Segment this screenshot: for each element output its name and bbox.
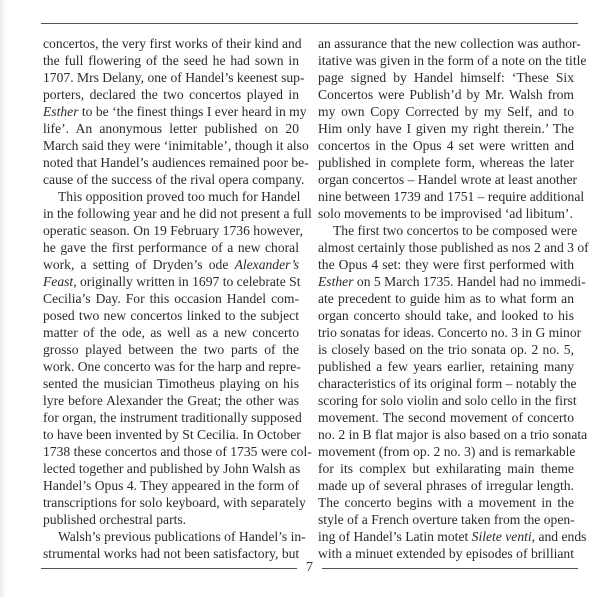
footer-rule-right [322, 568, 578, 569]
text-line: concertos in the Opus 4 set were written and [318, 138, 574, 153]
text-line: The concerto begins with a movement in the [318, 495, 574, 510]
right-column [318, 35, 589, 562]
text-line: grosso played between the two parts of the [43, 342, 299, 357]
text-line: page signed by Handel himself: ‘These Six [318, 70, 574, 85]
text-line: published in complete form, whereas the later [318, 155, 574, 170]
text-line: sented the musician Timotheus playing on his [43, 376, 299, 391]
text-line: solo movements to be improvised ‘ad libitum’. [318, 206, 573, 221]
page-edge-shadow [0, 0, 6, 597]
text-line: lected together and published by John Walsh as [43, 461, 301, 476]
text-line: ate precedent to guide him as to what form an [318, 291, 574, 306]
text-line: strumental works had not been satisfactory, but [43, 546, 300, 561]
page-number: 7 [306, 560, 313, 575]
text-line: Him only have I given my right therein.’ The [318, 121, 574, 136]
text-line: style of a French overture taken from the open- [318, 512, 575, 527]
text-line: Cecilia’s Day. For this occasion Handel com- [43, 291, 299, 306]
text-line: posed two new concertos linked to the subject [43, 308, 299, 323]
text-line: an assurance that the new collection was author- [318, 36, 581, 51]
text-line: Esther to be ‘the finest things I ever heard in my [43, 104, 307, 119]
left-column [43, 35, 312, 562]
text-line: in the following year and he did not present a full [43, 206, 312, 221]
text-line: ing of Handel’s Latin motet Silete venti, and ends [318, 529, 587, 544]
text-line: Handel’s Opus 4. They appeared in the form of [43, 478, 300, 493]
text-line: to have been invented by St Cecilia. In October [43, 427, 301, 442]
text-line: work. One concerto was for the harp and repre- [43, 359, 301, 374]
text-line: nine between 1739 and 1751 – require additional [318, 189, 585, 204]
text-line: my own Copy Corrected by my Self, and to [318, 104, 574, 119]
right-paragraph-2 [318, 222, 589, 562]
text-line: Concertos were Publish’d by Mr. Walsh from [318, 87, 574, 102]
text-line: almost certainly those published as nos 2 and 3 of [318, 240, 589, 255]
text-line: organ concertos – Handel wrote at least another [318, 172, 578, 187]
text-line: for its complex but exhilarating main theme [318, 461, 574, 476]
left-paragraph-1 [43, 35, 309, 188]
text-line: 1707. Mrs Delany, one of Handel’s keenest sup- [43, 70, 305, 85]
text-line: with a minuet extended by episodes of brilliant [318, 546, 574, 561]
text-line: noted that Handel’s audiences remained poor be- [43, 155, 309, 170]
text-line: organ concerto should take, and looked to his [318, 308, 574, 323]
text-line: published orchestral parts. [43, 512, 187, 527]
text-line: March said they were ‘inimitable’, though it also [43, 138, 309, 153]
text-line: characteristics of its original form – notably the [318, 376, 577, 391]
text-line: lyre before Alexander the Great; the other was [43, 393, 299, 408]
text-line: is closely based on the trio sonata op. 2 no. 5, [318, 342, 574, 357]
text-line: concertos, the very first works of their kind and [43, 36, 302, 51]
text-line: The first two concertos to be composed were [333, 223, 578, 238]
text-line: cause of the success of the rival opera company. [43, 172, 305, 187]
text-line: itative was given in the form of a note on the title [318, 53, 587, 68]
text-line: 1738 these concertos and those of 1735 were col- [43, 444, 312, 459]
text-line: the Opus 4 set: they were first performed with [318, 257, 574, 272]
right-paragraph-1 [318, 35, 587, 222]
text-line: for organ, the instrument traditionally supposed [43, 410, 302, 425]
text-line: Walsh’s previous publications of Handel’s in- [58, 529, 306, 544]
footer-rule-left [41, 568, 297, 569]
text-line: matter of the ode, as well as a new concerto [43, 325, 299, 340]
left-paragraph-2 [43, 188, 312, 528]
text-line: published a few years earlier, retaining many [318, 359, 574, 374]
header-rule [41, 23, 578, 24]
text-line: the full flowering of the seed he had sown in [43, 53, 299, 68]
text-line: he gave the first performance of a new choral [43, 240, 299, 255]
text-line: transcriptions for solo keyboard, with separately [43, 495, 306, 510]
page-footer [41, 560, 578, 576]
text-line: no. 2 in B flat major is also based on a trio sonata [318, 427, 588, 442]
text-line: work, a setting of Dryden’s ode Alexander’s [43, 257, 299, 272]
text-line: trio sonatas for ideas. Concerto no. 3 in G minor [318, 325, 582, 340]
text-line: porters, declared the two concertos played in [43, 87, 299, 102]
text-line: Esther on 5 March 1735. Handel had no immedi- [318, 274, 586, 289]
text-line: This opposition proved too much for Handel [58, 189, 301, 204]
text-line: movement (from op. 2 no. 3) and is remarkable [318, 444, 576, 459]
text-line: operatic season. On 19 February 1736 however, [43, 223, 303, 238]
left-paragraph-3 [43, 528, 306, 562]
text-line: scoring for solo violin and solo cello in the first [318, 393, 577, 408]
text-line: made up of several phrases of irregular length. [318, 478, 574, 493]
text-line: life’. An anonymous letter published on 20 [43, 121, 299, 136]
text-line: Feast, originally written in 1697 to celebrate St [43, 274, 301, 289]
text-line: movement. The second movement of concerto [318, 410, 574, 425]
